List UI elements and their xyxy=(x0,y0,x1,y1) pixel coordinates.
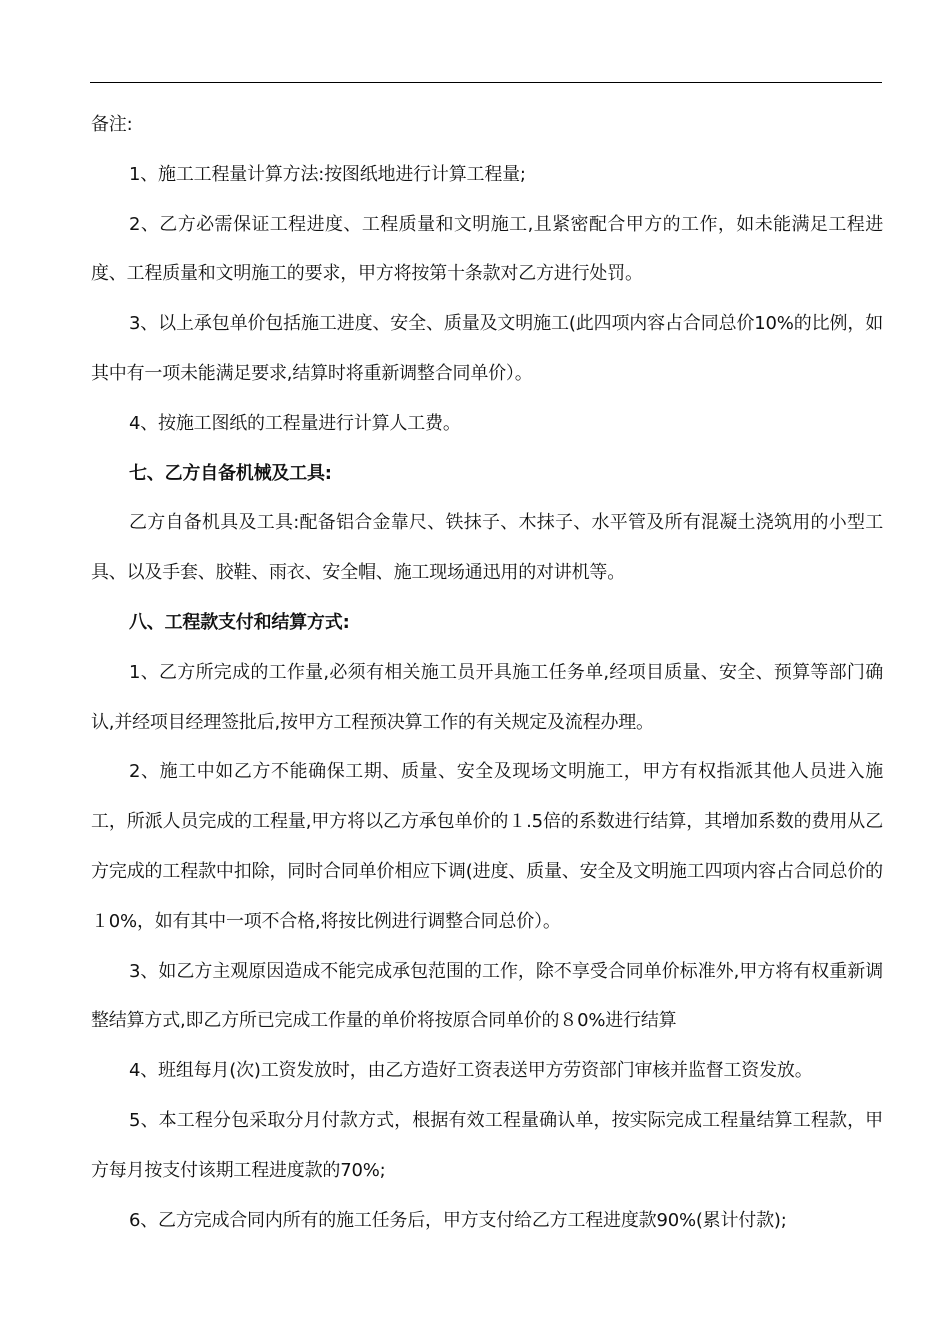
paragraph-workload-confirmation: 1、乙方所完成的工作量,必须有相关施工员开具施工任务单,经项目质量、安全、预算等部门确认,并经项目经理签批后,按甲方工程预决算工作的有关规定及流程办理。 xyxy=(91,661,883,733)
note-label: 备注: xyxy=(91,114,133,135)
paragraph-calculation-method: 1、施工工程量计算方法:按图纸地进行计算工程量; xyxy=(129,163,526,185)
paragraph-final-payment: 6、乙方完成合同内所有的施工任务后，甲方支付给乙方工程进度款90%(累计付款); xyxy=(129,1209,787,1231)
section-heading-7: 七、乙方自备机械及工具: xyxy=(129,462,332,484)
paragraph-progress-quality: 2、乙方必需保证工程进度、工程质量和文明施工,且紧密配合甲方的工作，如未能满足工程进度、工程质量和文明施工的要求，甲方将按第十条款对乙方进行处罚。 xyxy=(91,213,883,285)
document-body xyxy=(91,100,883,1245)
header-rule xyxy=(90,82,882,83)
paragraph-tools: 乙方自备机具及工具:配备铝合金靠尺、铁抹子、木抹子、水平管及所有混凝土浇筑用的小型工具、以及手套、胶鞋、雨衣、安全帽、施工现场通迅用的对讲机等。 xyxy=(91,512,883,584)
paragraph-wage-payment: 4、班组每月(次)工资发放时，由乙方造好工资表送甲方劳资部门审核并监督工资发放。 xyxy=(129,1060,813,1082)
paragraph-settlement-adjustment: 3、如乙方主观原因造成不能完成承包范围的工作，除不享受合同单价标准外,甲方将有权重新调整结算方式,即乙方所已完成工作量的单价将按原合同单价的８0%进行结算 xyxy=(91,960,883,1032)
section-heading-8: 八、工程款支付和结算方式: xyxy=(129,611,350,633)
paragraph-substitute-workers: 2、施工中如乙方不能确保工期、质量、安全及现场文明施工，甲方有权指派其他人员进入施工，所派人员完成的工程量,甲方将以乙方承包单价的１.5倍的系数进行结算，其增加系数的费用从乙方完成的工程款中扣除，同时合同单价相应下调(进度、质量、安全及文明施工四项内容占合同总价的１0%，如有其中一项不合格,将按比例进行调整合同总价）。 xyxy=(91,761,883,932)
paragraph-unit-price-scope: 3、以上承包单价包括施工进度、安全、质量及文明施工(此四项内容占合同总价10%的比例，如其中有一项未能满足要求,结算时将重新调整合同单价）。 xyxy=(91,313,883,384)
paragraph-monthly-payment: 5、本工程分包采取分月付款方式，根据有效工程量确认单，按实际完成工程量结算工程款，甲方每月按支付该期工程进度款的70%; xyxy=(91,1109,883,1181)
paragraph-labor-cost: 4、按施工图纸的工程量进行计算人工费。 xyxy=(129,412,461,434)
